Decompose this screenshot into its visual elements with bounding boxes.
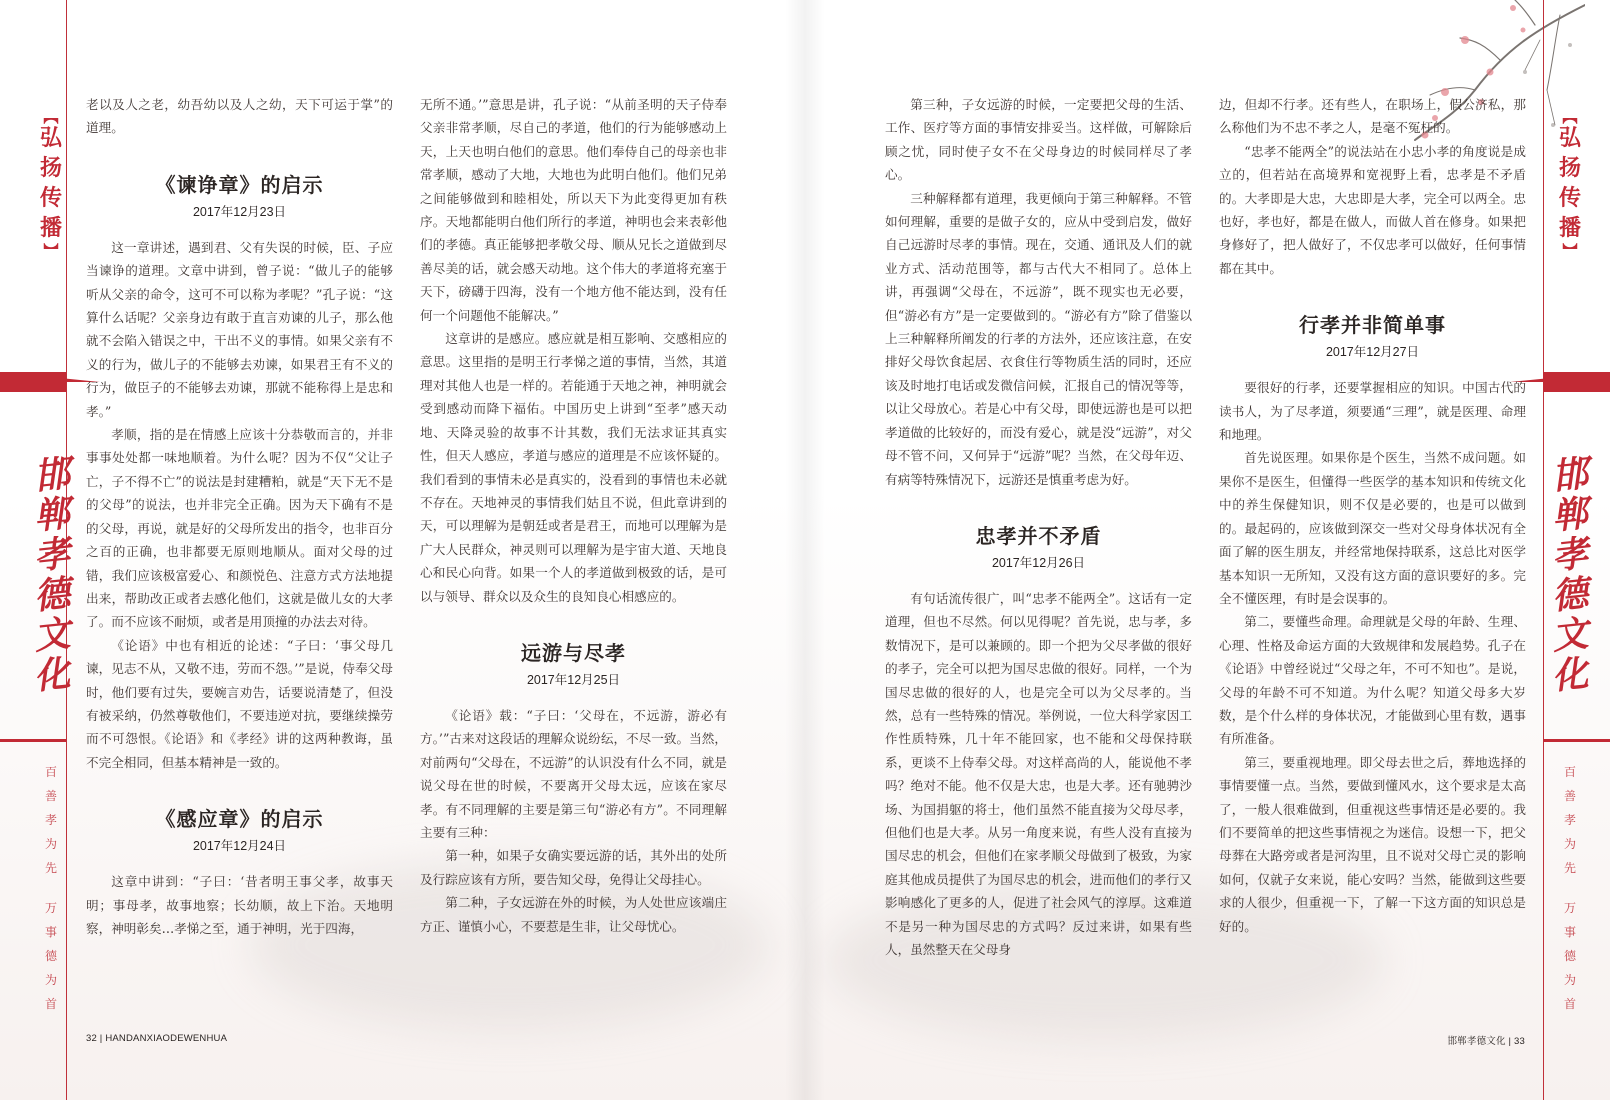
- body-paragraph: “忠孝不能两全”的说法站在小忠小孝的角度说是成立的，但若站在高境界和宽视野上看，忠孝是不矛盾的。大孝即是大忠，大忠即是大孝，完全可以两全。忠也好，孝也好，都是在做人，而做人首在修身。如果把身修好了，把人做好了，不仅忠孝可以做好，任何事情都在其中。: [1219, 143, 1526, 276]
- article-date: 2017年12月27日: [1325, 345, 1420, 360]
- spine-gutter-shadow: [785, 0, 825, 1100]
- body-paragraph: 这章中讲到：“子曰：‘昔者明王事父孝，故事天明；事母孝，故事地察；长幼顺，故上下治。天地明察，神明彰矣…孝悌之至，通于神明，光于四海，: [86, 874, 393, 936]
- right-calligraphy-logo: [1548, 452, 1592, 698]
- right-slogan-1: [1560, 760, 1580, 880]
- column-4-intro: 边，但却不行孝。还有些人，在职场上，假公济私，那么称他们为不忠不孝之人，是毫不冤枉的。: [1219, 97, 1526, 136]
- bracket-bottom: ︼: [1562, 242, 1578, 260]
- body-paragraph: 这一章讲述，遇到君、父有失误的时候，臣、子应当谏诤的道理。文章中讲到，曾子说：“做儿子的能够听从父亲的命令，这可不可以称为孝呢？”孔子说：“这算什么话呢？父亲身边有敢于直言劝谏的儿子，那么他就不会陷入错误之中，干出不义的事情。如果父亲有不义的行为，做儿子的不能够去劝谏，如果君王有不义的行为，做臣子的不能够去劝谏，那就不能称得上是忠和孝。”: [86, 239, 393, 419]
- calligraphy-char: 郸: [31, 492, 73, 538]
- side-title-char: 扬: [39, 156, 62, 181]
- article-date: 2017年12月23日: [192, 204, 287, 219]
- calligraphy-char: 邯: [31, 452, 73, 498]
- side-title-char: 播: [39, 216, 62, 241]
- slogan-char: 首: [44, 997, 57, 1011]
- body-paragraph: 第三种，子女远游的时候，一定要把父母的生活、工作、医疗等方面的事情安排妥当。这样做，可解除后顾之忧，同时使子女不在父母身边的时候同样尽了孝心。: [885, 97, 1192, 183]
- slogan-char: 德: [1563, 949, 1576, 963]
- right-red-rule: [1543, 739, 1610, 742]
- side-title-char: 弘: [1558, 126, 1581, 151]
- slogan-char: 万: [1563, 901, 1576, 915]
- right-page-margin-line: [1543, 0, 1544, 1100]
- calligraphy-char: 文: [31, 612, 73, 658]
- side-title-char: 弘: [39, 126, 62, 151]
- slogan-char: 孝: [44, 813, 57, 827]
- calligraphy-char: 邯: [1549, 452, 1591, 498]
- calligraphy-char: 化: [31, 652, 73, 698]
- slogan-char: 先: [44, 861, 57, 875]
- slogan-char: 百: [44, 765, 57, 779]
- slogan-char: 先: [1563, 861, 1576, 875]
- body-paragraph: 《论语》中也有相近的论述：“子曰：‘事父母几谏，见志不从，又敬不违，劳而不怨。’”是说，侍奉父母时，他们要有过失，要婉言劝告，话要说清楚了，但没有被采纳，仍然尊敬他们，不要违逆对抗，要继续操劳而不可怨恨。《论语》和《孝经》讲的这两种教诲，虽不完全相同，但基本精神是一致的。: [86, 637, 393, 770]
- slogan-char: 百: [1563, 765, 1576, 779]
- slogan-char: 德: [44, 949, 57, 963]
- slogan-char: 事: [1563, 925, 1576, 939]
- side-title-char: 传: [39, 186, 62, 211]
- left-slogan-1: [41, 760, 61, 880]
- left-side-title: [36, 110, 66, 258]
- article-title-jianzheng: 《谏诤章》的启示: [155, 172, 324, 197]
- body-paragraph: 《论语》载：“子曰：‘父母在，不远游，游必有方。’”古来对这段话的理解众说纷纭，不尽一致。当然，对前两句“父母在，不远游”的认识没有什么不同，就是说父母在世的时候，不要离开父母太远，应该在家尽孝。有不同理解的主要是第三句“游必有方”。不同理解主要有三种：: [420, 707, 727, 840]
- side-title-char: 扬: [1558, 156, 1581, 181]
- article-date: 2017年12月24日: [192, 839, 287, 854]
- bracket-top: ︻: [1562, 108, 1578, 126]
- column-1-intro: 老以及人之老，幼吾幼以及人之幼，天下可运于掌”的道理。: [86, 97, 393, 136]
- article-date: 2017年12月25日: [526, 672, 621, 687]
- calligraphy-char: 德: [31, 572, 73, 618]
- article-title-zhongxiao: 忠孝并不矛盾: [975, 523, 1102, 548]
- right-slogan-2: [1560, 896, 1580, 1016]
- body-paragraph: 首先说医理。如果你是个医生，当然不成问题。如果你不是医生，但懂得一些医学的基本知识和传统文化中的养生保健知识，则不仅是必要的，也是可以做到的。最起码的，应该做到深交一些对父母身体状况有全面了解的医生朋友，并经常地保持联系，这总比对医学基本知识一无所知，又没有这方面的意识要好的多。完全不懂医理，有时是会误事的。: [1219, 450, 1526, 606]
- slogan-char: 为: [1563, 973, 1576, 987]
- bracket-top: ︻: [43, 108, 59, 126]
- body-paragraph: 第二，要懂些命理。命理就是父母的年龄、生理、心理、性格及命运方面的大致规律和发展趋势。孔子在《论语》中曾经说过“父母之年，不可不知也”。是说，父母的年龄不可不知道。为什么呢？知道父母多大岁数，是个什么样的身体状况，才能做到心里有数，遇事有所准备。: [1219, 614, 1526, 747]
- article-title-yuanyou: 远游与尽孝: [521, 640, 626, 665]
- calligraphy-char: 孝: [1549, 532, 1591, 578]
- slogan-char: 为: [1563, 837, 1576, 851]
- body-paragraph: 有句话流传很广，叫“忠孝不能两全”。这话有一定道理，但也不尽然。何以见得呢？首先说，忠与孝，多数情况下，是可以兼顾的。即一个把为父尽孝做的很好的孝子，完全可以把为国尽忠做的很好。同样，一个为国尽忠做的很好的人，也是完全可以为父尽孝的。当然，总有一些特殊的情况。举例说，一位大科学家因工作性质特殊，几十年不能回家，也不能和父母保持联系，更谈不上侍奉父母。对这样高尚的人，能说他不孝吗？绝对不能。他不仅是大忠，也是大孝。还有驰骋沙场、为国捐躯的将士，他们虽然不能直接为父母尽孝，但他们也是大孝。从另一角度来说，有些人没有直接为国尽忠的机会，但他们在家孝顺父母做到了极致，为家庭其他成员提供了为国尽忠的机会，进而他们的孝行又影响感化了更多的人，促进了社会风气的淳厚。这难道不是另一种为国尽忠的方式吗？反过来讲，如果有些人，虽然整天在父母身: [885, 590, 1192, 957]
- article-column-1: [86, 93, 393, 940]
- slogan-char: 万: [44, 901, 57, 915]
- right-side-title: [1555, 110, 1585, 258]
- calligraphy-char: 郸: [1549, 492, 1591, 538]
- right-page-folio: 邯郸孝德文化 | 33: [1447, 1036, 1525, 1047]
- column-2-intro: 无所不通。’”意思是讲，孔子说：“从前圣明的天子侍奉父亲非常孝顺，尽自己的孝道，他们的行为能够感动上天，上天也明白他们的意思。他们奉侍自己的母亲也非常孝顺，感动了大地，大地也为此明白他们。他们兄弟之间能够做到和睦相处，所以天下为此变得更加有秩序。天地都能明白他们所行的孝道，神明也会来表彰他们的孝德。真正能够把孝敬父母、顺从兄长之道做到尽善尽美的话，就会感天动地。这个伟大的孝道将充塞于天下，磅礴于四海，没有一个地方他不能达到，没有任何一个问题他不能解决。”: [420, 97, 727, 323]
- calligraphy-char: 孝: [31, 532, 73, 578]
- bracket-bottom: ︼: [43, 242, 59, 260]
- left-page-folio: 32 | HANDANXIAODEWENHUA: [86, 1033, 228, 1044]
- slogan-char: 为: [44, 973, 57, 987]
- body-paragraph: 第三，要重视地理。即父母去世之后，葬地选择的事情要懂一点。当然，要做到懂风水，这个要求是太高了，一般人很难做到，但重视这些事情还是必要的。我们不要简单的把这些事情视之为迷信。设想一下，把父母葬在大路旁或者是河沟里，且不说对父母亡灵的影响如何，仅就子女来说，能心安吗？当然，能做到这些要求的人很少，但重视一下，了解一下这方面的知识总是好的。: [1219, 754, 1526, 934]
- right-page: [805, 0, 1610, 1100]
- article-column-3: [885, 93, 1192, 961]
- body-paragraph: 孝顺，指的是在情感上应该十分恭敬而言的，并非事事处处都一味地顺着。为什么呢？因为不仅“父让子亡，子不得不亡”的说法是封建糟粕，就是“天下无不是的父母”的说法，也并非完全正确。因为天下确有不是的父母，再说，就是好的父母所发出的指令，也非百分之百的正确，也非都要无原则地顺从。面对父母的过错，我们应该极富爱心、和颜悦色、注意方式方法地提出来，帮助改正或者去感化他们，这就是做儿女的大孝了。而不应该不耐烦，或者是用顶撞的办法去对待。: [86, 427, 393, 630]
- calligraphy-char: 德: [1549, 572, 1591, 618]
- side-title-char: 播: [1558, 216, 1581, 241]
- body-paragraph: 这章讲的是感应。感应就是相互影响、交感相应的意思。这里指的是明王行孝悌之道的事情，当然，其道理对其他人也是一样的。若能通于天地之神，神明就会受到感动而降下福佑。中国历史上讲到“至孝”感天动地、天降灵验的故事不计其数，我们无法求证其真实性，但天人感应，孝道与感应的道理是不应该怀疑的。我们看到的事情未必是真实的，没看到的事情也未必就不存在。天地神灵的事情我们姑且不说，但此章讲到的天，可以理解为是朝廷或者是君王，而地可以理解为是广大人民群众，神灵则可以理解为是宇宙大道、天地良心和民心向背。如果一个人的孝道做到极致的话，是可以与领导、群众以及众生的良知良心相感应的。: [420, 331, 727, 604]
- slogan-char: 善: [44, 789, 57, 803]
- side-title-char: 传: [1558, 186, 1581, 211]
- slogan-char: 孝: [1563, 813, 1576, 827]
- slogan-char: 首: [1563, 997, 1576, 1011]
- left-red-rule: [0, 739, 66, 742]
- body-paragraph: 三种解释都有道理，我更倾向于第三种解释。不管如何理解，重要的是做子女的，应从中受到启发，做好自己远游时尽孝的事情。现在，交通、通讯及人们的就业方式、活动范围等，都与古代大不相同了。总体上讲，再强调“父母在，不远游”，既不现实也无必要，但“游必有方”是一定要做到的。“游必有方”除了借鉴以上三种解释所阐发的行孝的方法外，还应该注意，在安排好父母饮食起居、衣食住行等物质生活的同时，还应该及时地打电话或发微信问候，汇报自己的情况等等，以让父母放心。若是心中有父母，即使远游也是可以把孝道做的比较好的，而没有爱心，就是没“远游”，对父母不管不问，又何异于“远游”呢？当然，在父母年迈、有病等特殊情况下，远游还是慎重考虑为好。: [885, 190, 1192, 487]
- calligraphy-char: 文: [1549, 612, 1591, 658]
- article-date: 2017年12月26日: [991, 555, 1086, 570]
- body-paragraph: 第二种，子女远游在外的时候，为人处世应该端庄方正、谨慎小心，不要惹是生非，让父母忧心。: [420, 895, 727, 934]
- article-column-2: [420, 93, 727, 938]
- slogan-char: 事: [44, 925, 57, 939]
- article-title-ganying: 《感应章》的启示: [155, 807, 324, 832]
- left-calligraphy-logo: [30, 452, 74, 698]
- left-slogan-2: [41, 896, 61, 1016]
- calligraphy-char: 化: [1549, 652, 1591, 698]
- slogan-char: 善: [1563, 789, 1576, 803]
- body-paragraph: 第一种，如果子女确实要远游的话，其外出的处所及行踪应该有方所，要告知父母，免得让父母挂心。: [420, 848, 727, 887]
- article-title-xingxiao: 行孝并非简单事: [1299, 313, 1446, 338]
- article-column-4: [1219, 93, 1526, 938]
- body-paragraph: 要很好的行孝，还要掌握相应的知识。中国古代的读书人，为了尽孝道，须要通“三理”，就是医理、命理和地理。: [1219, 380, 1526, 443]
- slogan-char: 为: [44, 837, 57, 851]
